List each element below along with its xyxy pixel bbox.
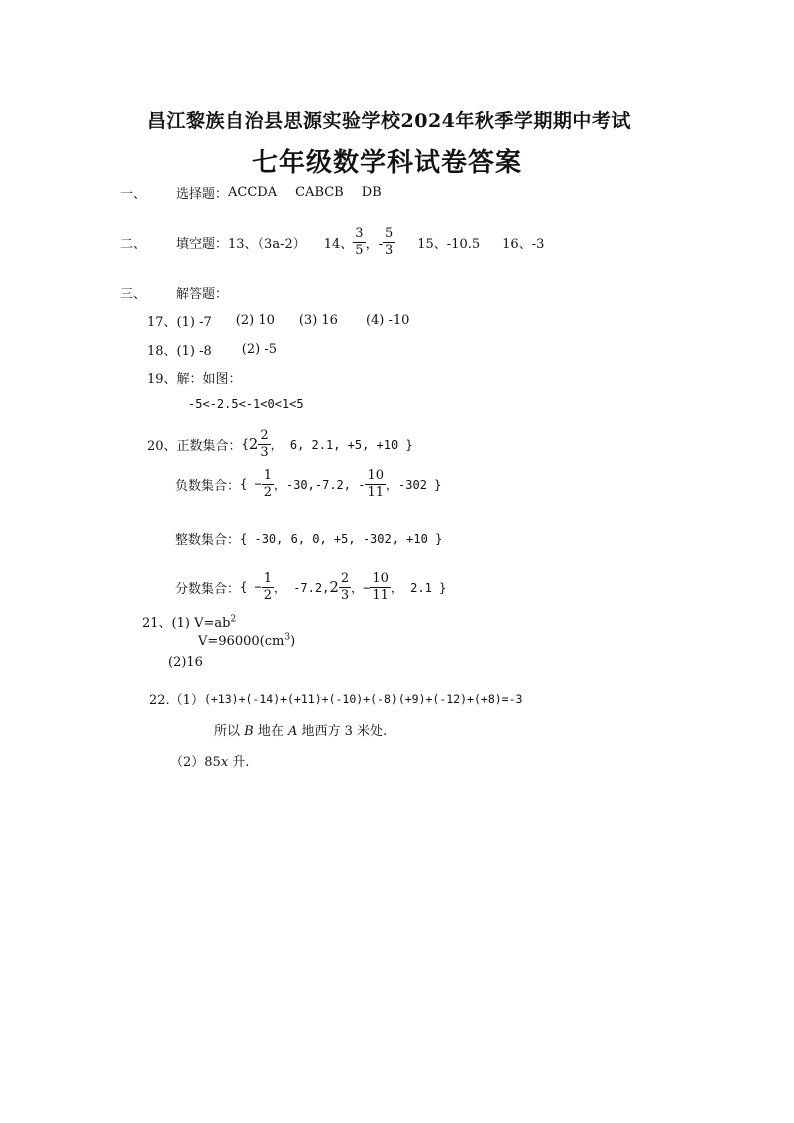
fraction-set-rest: ， 2.1 } (390, 580, 447, 595)
q14-fraction-2 (383, 227, 395, 257)
text-fragment: （2）85 (170, 755, 221, 770)
closing-paren: ) (290, 634, 296, 649)
q20-integer-set (175, 529, 442, 548)
school-exam-title: 昌江黎族自治县思源实验学校2024年秋季学期期中考试 (147, 110, 631, 132)
integer-set-label: 整数集合： (175, 533, 241, 548)
fraction-set-open: { − (240, 580, 262, 594)
exponent: 2 (230, 614, 237, 625)
section-3-label: 解答题： (176, 287, 229, 302)
q17-answers (147, 311, 409, 330)
fraction-numerator: 3 (355, 225, 364, 241)
fraction-set-middle-2: ，− (351, 580, 371, 595)
fraction-denominator: 2 (263, 484, 272, 500)
q19-label: 19、解：如图： (147, 372, 242, 387)
q21-volume-value (198, 634, 295, 649)
mixed-number-integer: 2 (248, 435, 259, 453)
q22-prefix: 22.（1） (149, 693, 204, 708)
q14-prefix: 14、 (323, 236, 354, 252)
q20-fraction-set (175, 569, 446, 605)
fraction-set-label: 分数集合： (175, 581, 241, 597)
fraction-denominator: 2 (263, 587, 272, 603)
text-fragment: 所以 (214, 724, 245, 739)
section-1-choice-answers (176, 183, 382, 202)
point-b: B (244, 724, 254, 739)
choice-group-2: CABCB (295, 185, 344, 200)
q20-positive-set (147, 426, 413, 462)
q21-part-1 (142, 612, 236, 631)
volume-value-text: V=96000(cm (198, 634, 285, 649)
text-fragment: 地西方 3 米处. (297, 724, 388, 739)
fraction-numerator: 1 (263, 570, 272, 586)
document-title: 七年级数学科试卷答案 (252, 148, 523, 178)
q22-part-2 (170, 751, 249, 770)
mixed-number-integer: 2 (329, 578, 339, 596)
point-a: A (287, 724, 298, 739)
q20-number: 20、 (147, 438, 177, 454)
q14-separator: ，- (365, 236, 383, 252)
negative-set-middle: ，-30,-7.2, - (273, 477, 366, 492)
section-1-label: 选择题： (176, 187, 229, 202)
negative-fraction-2 (365, 469, 386, 499)
mixed-number-fraction (339, 572, 351, 602)
fraction-set-fraction-1 (262, 572, 274, 602)
fraction-denominator: 5 (355, 242, 364, 258)
q15-answer: 15、-10.5 (417, 236, 481, 252)
section-3-number: 三、 (120, 287, 147, 302)
choice-group-1: ACCDA (228, 185, 278, 200)
fraction-numerator: 2 (260, 427, 269, 443)
q16-answer: 16、-3 (502, 236, 545, 252)
q17-part-3: (3) 16 (298, 313, 338, 328)
text-fragment: 地在 (253, 724, 288, 739)
fraction-numerator: 5 (384, 225, 394, 241)
section-2-fill-answers (176, 222, 544, 262)
fraction-denominator: 11 (367, 484, 385, 500)
fraction-denominator: 3 (340, 587, 350, 603)
fraction-denominator: 11 (372, 587, 389, 603)
q22-part-1 (149, 689, 522, 708)
positive-set-rest: ， 6, 2.1, +5, +10 } (270, 437, 413, 452)
fraction-denominator: 3 (260, 444, 269, 460)
fraction-set-fraction-2 (370, 572, 391, 602)
negative-set-rest: ，-302 } (386, 477, 442, 492)
fraction-numerator: 10 (367, 467, 385, 483)
fraction-denominator: 3 (384, 242, 394, 258)
fraction-numerator: 10 (372, 570, 389, 586)
q22-expression: (+13)+(-14)+(+11)+(-10)+(-8)(+9)+(-12)+(+8)=-3 (203, 691, 523, 706)
q21-volume-formula: 21、(1) V=ab (142, 616, 231, 631)
q18-part-2: (2) -5 (241, 342, 277, 357)
choice-group-3: DB (361, 185, 382, 200)
q18-part-1: 18、(1) -8 (147, 344, 212, 359)
q22-conclusion (214, 720, 387, 739)
fraction-set-middle-1: ， -7.2, (273, 580, 330, 595)
section-2-number: 二、 (120, 237, 147, 252)
positive-set-open-brace: { (241, 437, 249, 451)
q21-part-2: (2)16 (168, 655, 203, 670)
q18-answers (147, 340, 277, 359)
fraction-numerator: 1 (263, 467, 272, 483)
fraction-numerator: 2 (340, 570, 350, 586)
q14-fraction-1 (353, 227, 365, 257)
section-1-number: 一、 (120, 187, 147, 202)
negative-set-label: 负数集合： (175, 478, 241, 494)
q19-ordering: -5<-2.5<-1<0<1<5 (188, 397, 304, 411)
q17-part-1: 17、(1) -7 (147, 315, 212, 330)
exponent: 3 (284, 632, 291, 643)
q17-part-2: (2) 10 (235, 313, 275, 328)
q17-part-4: (4) -10 (365, 313, 410, 328)
negative-set-open: { − (240, 477, 262, 491)
integer-set-content: { -30, 6, 0, +5, -302, +10 } (240, 531, 443, 546)
positive-set-label: 正数集合： (176, 438, 242, 454)
mixed-number-fraction (258, 429, 270, 459)
section-2-label: 填空题： (176, 236, 229, 252)
text-fragment: 升. (228, 755, 250, 770)
q13-answer: 13、（3a-2） (228, 236, 306, 252)
variable-x: x (220, 755, 229, 770)
q20-negative-set (175, 466, 441, 502)
negative-fraction-1 (262, 469, 274, 499)
